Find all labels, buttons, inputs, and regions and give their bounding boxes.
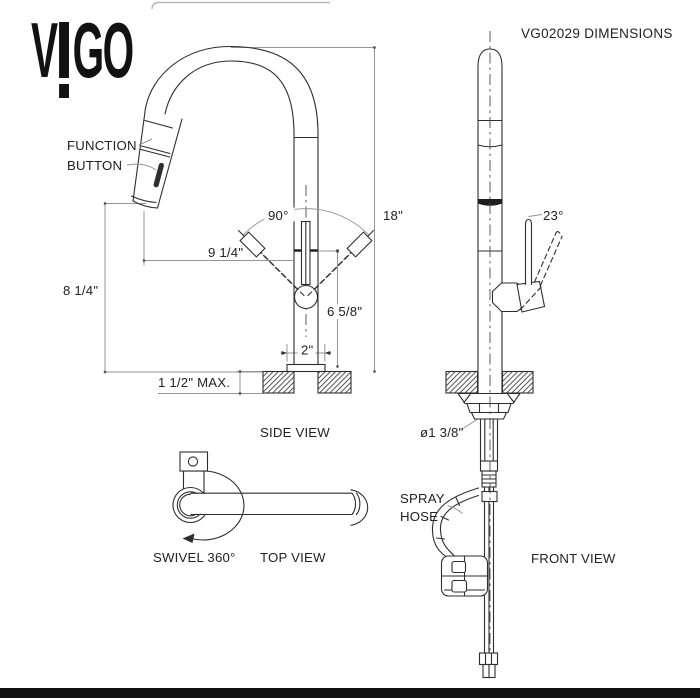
aerator-height-dimension-label: 6 5/8" [327,304,363,319]
dimension-lines-side [104,46,376,394]
function-button-label-line1: FUNCTION [67,138,137,153]
spray-hose-label-line2: HOSE [400,509,439,524]
spray-hose-label-line1: SPRAY [400,491,445,506]
overall-height-dimension-label: 18" [383,208,403,223]
countertop-side [263,365,351,394]
side-view-drawing [63,46,403,440]
top-view-caption: TOP VIEW [260,550,326,565]
shank-diameter-label: ø1 3/8" [420,425,464,440]
logo-letters-go: GO [72,6,133,94]
top-view-drawing [153,452,368,565]
spout-reach-dimension-label: 9 1/4" [208,245,244,260]
swivel-label: SWIVEL 360° [153,550,236,565]
front-view-drawing [400,31,616,678]
faucet-handle-front [493,215,563,313]
gooseneck-spout [133,47,339,366]
handle-angle-label: 23° [543,208,564,223]
function-button [153,162,164,187]
counter-thickness-dimension-label: 1 1/2" MAX. [158,375,231,390]
page-title: VG02029 DIMENSIONS [521,26,673,41]
function-button-label-line2: BUTTON [67,158,123,173]
spray-wand [132,119,183,208]
shank-diameter-leader [462,420,478,430]
mounting-hardware [458,394,520,488]
swing-arc-dimension-label: 90° [268,208,289,223]
spout-tube-top [191,490,368,526]
spout-height-dimension-label: 8 1/4" [63,283,99,298]
hose-weight [442,556,488,596]
side-view-caption: SIDE VIEW [260,425,330,440]
handle-top [180,452,208,471]
logo-letter-v: V [31,6,57,94]
bottom-border-bar [0,688,700,698]
countertop-front [446,372,533,394]
top-partial-frame-line [152,3,330,10]
base-diameter-dimension-label: 2" [301,342,314,358]
front-view-caption: FRONT VIEW [531,551,616,566]
